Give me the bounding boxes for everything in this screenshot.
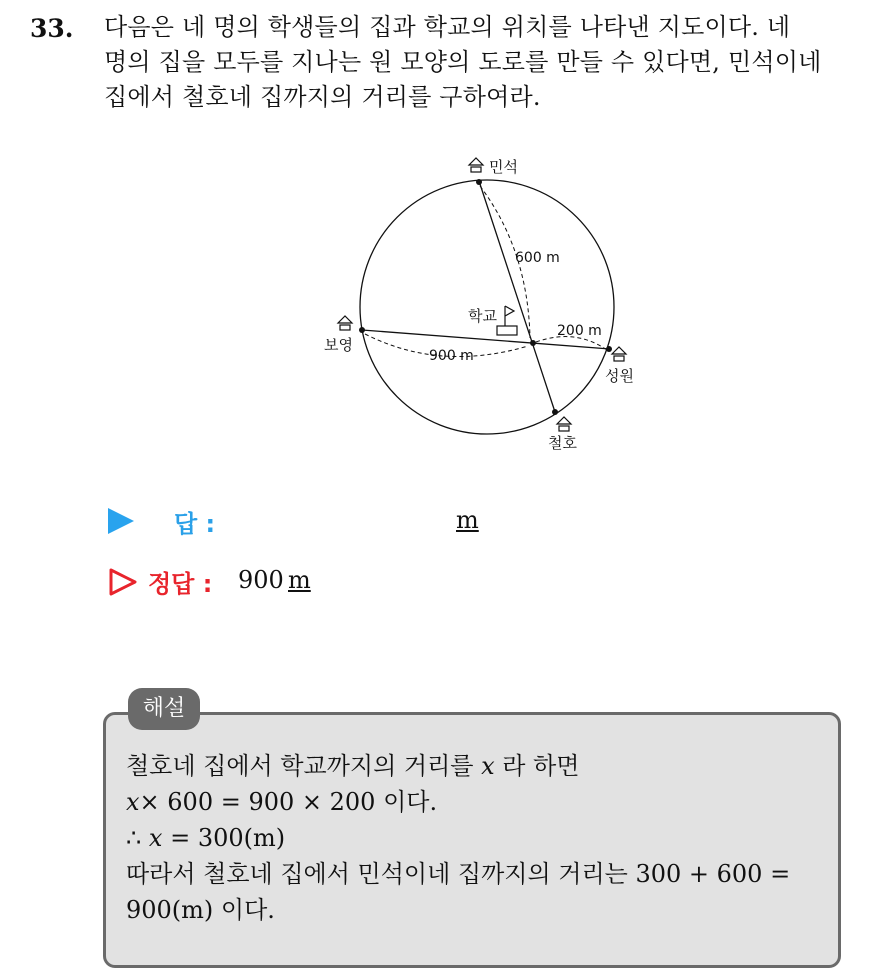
correct-unit: m	[288, 566, 311, 594]
explanation-line-4: 따라서 철호네 집에서 민석이네 집까지의 거리는 300 + 600 =	[126, 860, 791, 888]
label-cheolho: 철호	[548, 434, 577, 452]
question-line: 다음은 네 명의 학생들의 집과 학교의 위치를 나타낸 지도이다. 네	[104, 13, 791, 41]
road-minseok-cheolho	[479, 181, 555, 412]
point-minseok	[476, 179, 482, 185]
label-school: 학교	[468, 307, 497, 325]
explanation-tab: 해설	[128, 688, 200, 730]
explanation-text	[126, 748, 836, 928]
question-number: 33.	[30, 14, 74, 43]
question-line: 명의 집을 모두를 지나는 원 모양의 도로를 만들 수 있다면, 민석이네	[104, 48, 822, 76]
house-icon	[338, 316, 352, 330]
map-diagram	[0, 0, 884, 480]
house-icon	[557, 417, 571, 431]
point-cheolho	[552, 409, 558, 415]
outline-triangle-icon	[108, 568, 138, 596]
label-boyoung: 보영	[324, 336, 353, 354]
house-icon	[612, 347, 626, 361]
correct-value: 900	[238, 566, 284, 594]
point-school	[530, 340, 536, 346]
label-900: 900 m	[429, 348, 474, 364]
answer-label: 답 :	[174, 510, 216, 538]
explanation-line-1: 철호네 집에서 학교까지의 거리를 x 라 하면	[126, 752, 580, 780]
filled-triangle-icon	[108, 508, 134, 534]
flag-icon	[497, 306, 517, 335]
correct-label: 정답 :	[148, 570, 213, 598]
point-seongwon	[606, 346, 612, 352]
explanation-line-2: x× 600 = 900 × 200 이다.	[126, 788, 438, 816]
question-line: 집에서 철호네 집까지의 거리를 구하여라.	[104, 83, 541, 111]
explanation-line-3: ∴ x = 300(m)	[126, 824, 286, 852]
label-600: 600 m	[515, 250, 560, 266]
label-200: 200 m	[557, 323, 602, 339]
label-seongwon: 성원	[605, 367, 634, 385]
answer-unit: m	[456, 506, 479, 534]
explanation-line-5: 900(m) 이다.	[126, 896, 275, 924]
house-icon	[469, 158, 483, 172]
point-boyoung	[359, 327, 365, 333]
label-minseok: 민석	[489, 158, 518, 176]
